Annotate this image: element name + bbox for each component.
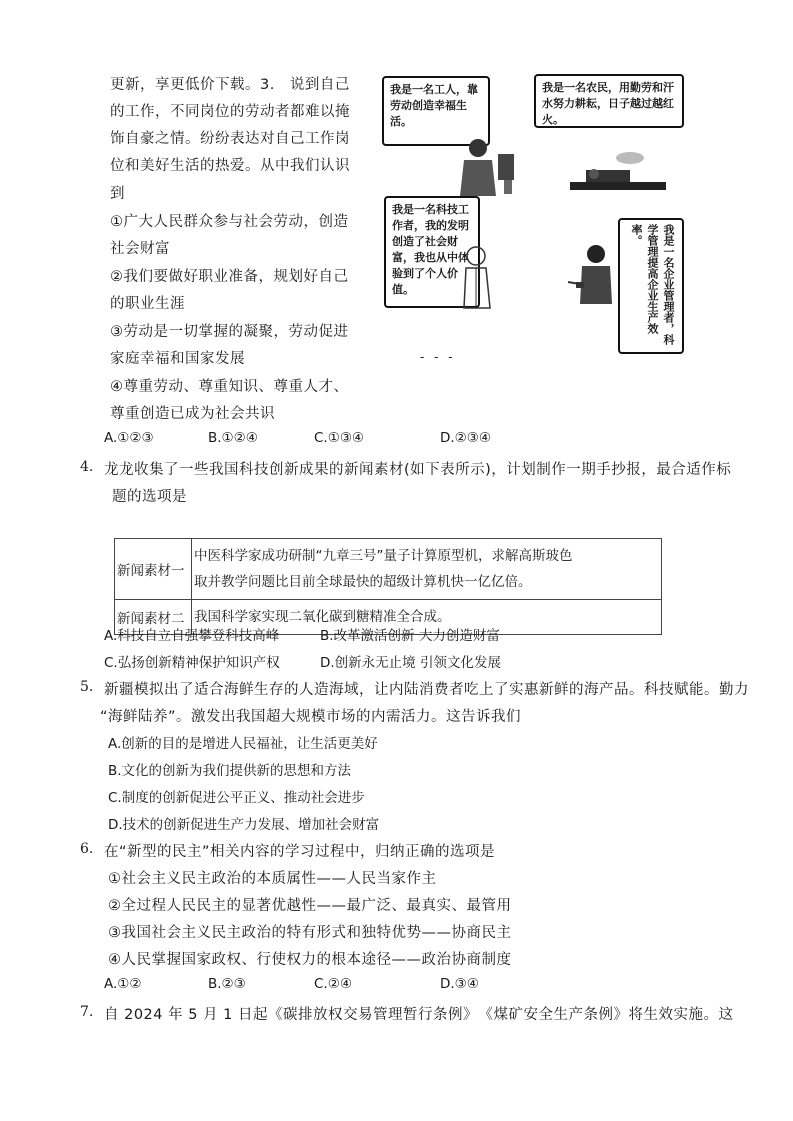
- comic-dashes: - - -: [420, 350, 456, 364]
- q5-stem-line: “海鲜陆养”。激发出我国超大规模市场的内需活力。这告诉我们: [100, 709, 522, 725]
- q4-news-table: [114, 538, 662, 635]
- q6-number: 6.: [80, 841, 94, 857]
- q5-stem-line: 新疆模拟出了适合海鲜生存的人造海域，让内陆消费者吃上了实惠新鲜的海产品。科技赋能。勤力: [104, 682, 749, 698]
- comic-bubble-farmer: 我是一名农民，用勤劳和汗水努力耕耘，日子越过越红火。: [534, 74, 684, 128]
- q3-comic-illustration: [380, 68, 688, 360]
- table-row: [115, 539, 662, 600]
- farmer-tractor-icon: [570, 152, 666, 190]
- q3-statement-line: ④尊重劳动、尊重知识、尊重人才、: [110, 379, 349, 395]
- q5-option-b[interactable]: B.文化的创新为我们提供新的思想和方法: [108, 763, 352, 779]
- q5-option-a[interactable]: A.创新的目的是增进人民福祉，让生活更美好: [108, 736, 378, 752]
- q7-stem: 自 2024 年 5 月 1 日起《碳排放权交易管理暂行条例》 《煤矿安全生产条例》将生效实施。这: [104, 1007, 734, 1023]
- q3-statement-line: 家庭幸福和国家发展: [110, 351, 245, 367]
- q4-option-b[interactable]: B.改革激活创新 大力创造财富: [320, 628, 500, 644]
- comic-bubble-worker: 我是一名工人，靠劳动创造幸福生活。: [382, 76, 490, 146]
- q3-statement-line: 尊重创造已成为社会共识: [110, 406, 275, 422]
- q5-option-c[interactable]: C.制度的创新促进公平正义、推动社会进步: [108, 790, 365, 806]
- table-cell-line: 我国科学家实现二氧化碳到糖精准全合成。: [194, 609, 451, 625]
- q4-option-a[interactable]: A.科技自立自强攀登科技高峰: [104, 628, 280, 644]
- manager-figure-icon: [568, 245, 612, 304]
- q3-option-b[interactable]: B.①②④: [208, 430, 258, 446]
- table-cell-line: 取并教学问题比目前全球最快的超级计算机快一亿亿倍。: [194, 574, 532, 590]
- comic-bubble-manager: 我是一名企业管理者，科学管理提高企业生产效率。: [618, 218, 684, 354]
- q6-statement-line: ①社会主义民主政治的本质属性——人民当家作主: [108, 871, 437, 887]
- q3-stem-line: 的工作，不同岗位的劳动者都难以掩: [110, 104, 350, 120]
- q3-stem-line: 饰自豪之情。纷纷表达对自己工作岗: [110, 131, 350, 147]
- q6-stem: 在“新型的民主”相关内容的学习过程中，归纳正确的选项是: [104, 844, 496, 860]
- q3-statement-line: ①广大人民群众参与社会劳动，创造: [110, 214, 349, 230]
- comic-bubble-scientist: 我是一名科技工作者，我的发明创造了社会财富，我也从中体验到了个人价值。: [384, 196, 480, 308]
- q3-option-c[interactable]: C.①③④: [314, 430, 365, 446]
- q3-option-d[interactable]: D.②③④: [440, 430, 491, 446]
- q3-stem-line: 位和美好生活的热爱。从中我们认识: [110, 158, 350, 174]
- q4-stem-line: 题的选项是: [112, 489, 187, 505]
- table-cell-label: 新闻素材一: [115, 539, 192, 600]
- q7-number: 7.: [80, 1004, 94, 1020]
- q3-statement-line: ③劳动是一切掌握的凝聚，劳动促进: [110, 324, 349, 340]
- q6-statement-line: ③我国社会主义民主政治的特有形式和独特优势——协商民主: [108, 925, 512, 941]
- q4-stem-line: 龙龙收集了一些我国科技创新成果的新闻素材(如下表所示)，计划制作一期手抄报，最合适作标: [104, 462, 732, 478]
- table-cell-content: [192, 539, 662, 600]
- q3-statement-line: 社会财富: [110, 241, 170, 257]
- q4-option-c[interactable]: C.弘扬创新精神保护知识产权: [104, 655, 280, 671]
- q5-number: 5.: [80, 679, 94, 695]
- q3-statement-line: ②我们要做好职业准备，规划好自己: [110, 269, 349, 285]
- q6-option-c[interactable]: C.②④: [314, 976, 352, 992]
- q6-statement-line: ②全过程人民民主的显著优越性——最广泛、最真实、最管用: [108, 898, 512, 914]
- q3-statement-line: 的职业生涯: [110, 296, 185, 312]
- q5-option-d[interactable]: D.技术的创新促进生产力发展、增加社会财富: [108, 817, 380, 833]
- q6-option-b[interactable]: B.②③: [208, 976, 246, 992]
- q3-stem-line: 到: [110, 186, 125, 202]
- q4-option-d[interactable]: D.创新永无止境 引领文化发展: [320, 655, 501, 671]
- q4-number: 4.: [80, 459, 94, 475]
- q3-stem-line: 更新，享更低价下载。3. 说到自己: [110, 77, 350, 93]
- q6-option-d[interactable]: D.③④: [440, 976, 479, 992]
- q6-statement-line: ④人民掌握国家政权、行使权力的根本途径——政治协商制度: [108, 952, 512, 968]
- q3-option-a[interactable]: A.①②③: [104, 430, 154, 446]
- table-cell-line: 中医科学家成功研制“九章三号”量子计算原型机，求解高斯玻色: [194, 548, 573, 564]
- table-cell-label: 新闻素材二: [115, 600, 192, 635]
- q6-option-a[interactable]: A.①②: [104, 976, 142, 992]
- worker-figure-icon: [460, 139, 514, 196]
